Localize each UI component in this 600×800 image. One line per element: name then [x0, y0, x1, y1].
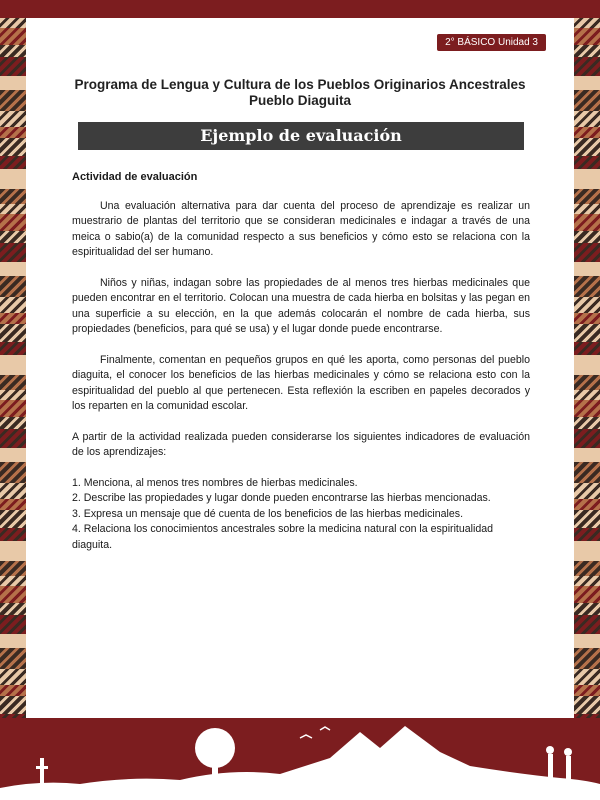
border-pattern-band [0, 313, 26, 324]
border-pattern-band [574, 510, 600, 528]
border-pattern-band [574, 76, 600, 90]
person-silhouette [548, 754, 553, 786]
border-pattern-band [574, 603, 600, 615]
border-pattern-band [574, 576, 600, 586]
border-pattern-band [0, 138, 26, 156]
indicators-intro: A partir de la actividad realizada pueden considerarse los siguientes indicadores de evaluación de los aprendizajes: [72, 430, 530, 458]
cactus-arm [36, 766, 48, 769]
border-pattern-band [574, 313, 600, 324]
person-head [546, 746, 554, 754]
cactus-silhouette [40, 758, 44, 788]
border-pattern-band [0, 169, 26, 189]
border-pattern-band [574, 138, 600, 156]
border-pattern-band [0, 696, 26, 714]
border-pattern-band [574, 28, 600, 45]
border-pattern-band [574, 417, 600, 429]
border-pattern-band [0, 189, 26, 204]
section-title: Ejemplo de evaluación [78, 122, 524, 150]
border-pattern-band [574, 297, 600, 313]
border-pattern-band [0, 528, 26, 541]
border-pattern-band [0, 576, 26, 586]
border-pattern-band [0, 603, 26, 615]
border-pattern-band [0, 586, 26, 603]
tree-trunk [212, 758, 218, 788]
border-pattern-band [574, 156, 600, 169]
border-pattern-band [574, 462, 600, 483]
border-pattern-band [0, 76, 26, 90]
border-pattern-band [574, 615, 600, 634]
border-pattern-band [0, 375, 26, 390]
border-pattern-band [574, 169, 600, 189]
indicators-list [72, 476, 530, 554]
border-pattern-band [574, 669, 600, 685]
border-pattern-band [574, 400, 600, 417]
paragraph-2: Niños y niñas, indagan sobre las propiedades de al menos tres hierbas medicinales que pueden encontrar en el territorio. Colocan una muestra de cada hierba en bolsitas y las pegan en una superficie a su elección, en la que además colocarán el nombre de cada hierba, sus propiedades (beneficios, para qué se usa) y el lugar donde puede encontrarse. [72, 276, 530, 335]
border-pattern-band [0, 324, 26, 342]
border-pattern-band [574, 448, 600, 462]
top-bar [0, 0, 600, 18]
border-pattern-band [574, 57, 600, 76]
border-pattern-band [0, 90, 26, 111]
indicator-item: 4. Relaciona los conocimientos ancestrales sobre la medicina natural con la espiritualidad diaguita. [72, 523, 494, 551]
border-pattern-band [0, 214, 26, 231]
border-pattern-band [574, 483, 600, 499]
border-pattern-band [0, 262, 26, 276]
border-pattern-band [574, 90, 600, 111]
border-pattern-band [0, 499, 26, 510]
border-pattern-band [574, 214, 600, 231]
border-pattern-band [0, 510, 26, 528]
border-pattern-band [0, 297, 26, 313]
border-pattern-band [0, 541, 26, 561]
border-pattern-band [574, 324, 600, 342]
border-pattern-band [0, 669, 26, 685]
border-pattern-band [0, 429, 26, 448]
indicator-item: 3. Expresa un mensaje que dé cuenta de los beneficios de las hierbas medicinales. [72, 507, 464, 520]
border-pattern-band [574, 561, 600, 576]
program-title: Programa de Lengua y Cultura de los Pueblos Originarios Ancestrales [74, 77, 526, 92]
person-head [564, 748, 572, 756]
border-pattern-band [0, 45, 26, 57]
border-pattern-band [574, 189, 600, 204]
border-pattern-band [574, 342, 600, 355]
border-pattern-band [0, 28, 26, 45]
border-pattern-band [0, 231, 26, 243]
border-pattern-band [0, 355, 26, 375]
document-body [72, 170, 530, 553]
border-pattern-band [0, 685, 26, 696]
border-pattern-band [0, 448, 26, 462]
paragraph-3: Finalmente, comentan en pequeños grupos en qué les aporta, como personas del pueblo diaguita, el conocer los beneficios de las hierbas medicinales y cómo se relaciona esto con la espiritualidad del pueblo al que pertenecen. Esta reflexión la escriben en papeles decorados y los reparten en la comunidad escolar. [72, 353, 530, 412]
border-pattern-band [0, 634, 26, 648]
right-decorative-border [574, 18, 600, 718]
activity-subheading: Actividad de evaluación [72, 171, 198, 183]
landscape-silhouette-footer [0, 718, 600, 800]
border-pattern-band [574, 696, 600, 714]
grade-unit-badge: 2° BÁSICO Unidad 3 [437, 34, 546, 51]
border-pattern-band [0, 390, 26, 400]
border-pattern-band [574, 204, 600, 214]
border-pattern-band [0, 648, 26, 669]
border-pattern-band [0, 483, 26, 499]
border-pattern-band [574, 541, 600, 561]
border-pattern-band [574, 375, 600, 390]
border-pattern-band [0, 417, 26, 429]
border-pattern-band [574, 528, 600, 541]
border-pattern-band [574, 634, 600, 648]
border-pattern-band [0, 127, 26, 138]
border-pattern-band [574, 243, 600, 262]
border-pattern-band [574, 262, 600, 276]
left-decorative-border [0, 18, 26, 718]
border-pattern-band [574, 499, 600, 510]
page-title [60, 77, 540, 109]
border-pattern-band [574, 111, 600, 127]
border-pattern-band [0, 615, 26, 634]
border-pattern-band [0, 462, 26, 483]
border-pattern-band [0, 57, 26, 76]
border-pattern-band [574, 429, 600, 448]
border-pattern-band [0, 276, 26, 297]
people-title: Pueblo Diaguita [248, 93, 351, 108]
border-pattern-band [574, 685, 600, 696]
border-pattern-band [0, 342, 26, 355]
border-pattern-band [0, 156, 26, 169]
border-pattern-band [574, 390, 600, 400]
border-pattern-band [574, 127, 600, 138]
border-pattern-band [574, 18, 600, 28]
border-pattern-band [0, 400, 26, 417]
border-pattern-band [574, 276, 600, 297]
person-silhouette [566, 756, 571, 786]
border-pattern-band [574, 648, 600, 669]
border-pattern-band [0, 111, 26, 127]
border-pattern-band [0, 204, 26, 214]
border-pattern-band [574, 45, 600, 57]
border-pattern-band [0, 243, 26, 262]
indicator-item: 1. Menciona, al menos tres nombres de hierbas medicinales. [72, 476, 358, 489]
border-pattern-band [574, 355, 600, 375]
paragraph-1: Una evaluación alternativa para dar cuenta del proceso de aprendizaje es realizar un muestrario de plantas del territorio que se consideran medicinales e indagar a través de una meica o sabio(a) de la comunidad respecto a sus beneficios y cómo esto se relaciona con la espiritualidad del ser humano. [72, 199, 530, 258]
border-pattern-band [0, 18, 26, 28]
indicator-item: 2. Describe las propiedades y lugar donde pueden encontrarse las hierbas mencionadas. [72, 492, 491, 504]
border-pattern-band [574, 586, 600, 603]
border-pattern-band [0, 561, 26, 576]
border-pattern-band [574, 231, 600, 243]
